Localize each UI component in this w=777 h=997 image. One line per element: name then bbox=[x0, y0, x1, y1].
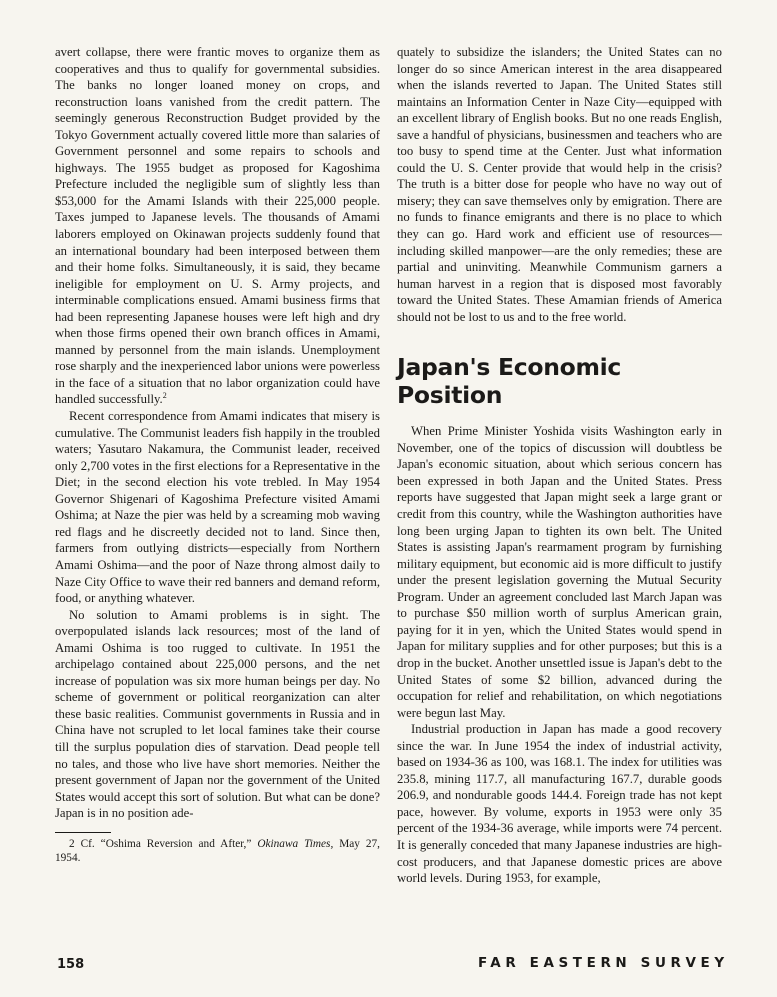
footnote-reference: 2 bbox=[162, 391, 167, 401]
left-column bbox=[55, 44, 380, 866]
body-paragraph: When Prime Minister Yoshida visits Washington early in November, one of the topics of discussion will doubtless be Japan's economic situation, about which serious concern has been expressed in both Japan and the United States. Press reports have suggested that Japan might seek a large grant or credit from this country, while the Washington authorities have long been urging Japan to tighten its own belt. The United States is assisting Japan's rearmament program by furnishing military equipment, but economic aid is more difficult to justify under the present legislation governing the Mutual Security Program. Under an agreement concluded last March Japan was to purchase $50 million worth of surplus American grain, paying for it in yen, which the United States would spend in Japan for military supplies and for other purposes; but this is a drop in the bucket. Another unsettled issue is Japan's debt to the United States of some $2 billion, advanced during the occupation for relief and rehabilitation, on which negotiations were begun last May. bbox=[397, 424, 722, 720]
footnote-source: Okinawa Times, bbox=[257, 837, 334, 850]
section-heading: Japan's Economic Position bbox=[397, 353, 622, 410]
paragraph-text: avert collapse, there were frantic moves to organize them as cooperatives and thus to qualify for governmental subsidies. The banks no longer loaned money on crops, and reconstruction loans vanished from the credit pattern. The seemingly generous Reconstruction Budget provided by the Tokyo Government actually covered little more than salaries of Government personnel and some repairs to schools and highways. The 1955 budget as proposed for Kagoshima Prefecture included the negligible sum of slightly less than $53,000 for the Amami Islands with their 225,000 people. Taxes jumped to Japanese levels. The thousands of Amami laborers employed on Okinawan projects suddenly found that an international boundary had been interposed between them and their home folks. Simultaneously, it is said, they became ineligible for employment on U. S. Army projects, and interminable complications ensued. Amami business firms that had been representing Japanese houses were left high and dry when those firms opened their own branch offices in Amami, manned by personnel from the main islands. Unemployment rose sharply and the inexperienced labor unions were powerless in the face of a situation that no labor organization could have handled successfully. bbox=[55, 45, 380, 407]
footnote-number: 2 bbox=[69, 837, 75, 850]
footnote-text: Cf. “Oshima Reversion and After,” bbox=[80, 837, 252, 850]
right-column bbox=[397, 44, 722, 887]
footnote-divider bbox=[55, 832, 111, 833]
footnote-date: May 27, 1954. bbox=[55, 837, 381, 865]
footnote bbox=[55, 837, 380, 866]
body-paragraph: Recent correspondence from Amami indicates that misery is cumulative. The Communist leaders fish happily in the troubled waters; Yasutaro Nakamura, the Communist leader, received only 2,700 votes in the first elections for a Representative in the Diet; in the second election his vote trebled. In May 1954 Governor Shigenari of Kagoshima Prefecture visited Amami Oshima; at Naze the pier was held by a screaming mob waving red flags and he discreetly decided not to land. Since then, farmers from outlying districts—especially from Northern Amami Oshima—and the poor of Naze throng almost daily to Naze City Office to wave their red banners and demand reform, food, or anything whatever. bbox=[55, 409, 380, 606]
journal-name: FAR EASTERN SURVEY bbox=[478, 955, 729, 971]
page-number: 158 bbox=[57, 957, 85, 972]
body-paragraph bbox=[55, 44, 380, 408]
body-paragraph: No solution to Amami problems is in sight. The overpopulated islands lack resources; most of the land of Amami Oshima is too rugged to cultivate. In 1951 the archipelago contained about 225,000 persons, and the net increase of population was six more human beings per day. No scheme of government or political reorganization can alter these basic realities. Communist governments in Russia and in China have not scrupled to let local famines take their course till the surplus population dies of starvation. Dead people tell no tales, and those who live have short memories. Neither the present government of Japan nor the government of the United States would accept this sort of solution. But what can be done? Japan is in no position ade- bbox=[55, 607, 380, 821]
body-paragraph: Industrial production in Japan has made a good recovery since the war. In June 1954 the index of industrial activity, based on 1934-36 as 100, was 168.1. The index for utilities was 235.8, mining 117.7, all manufacturing 167.7, durable goods 206.9, and nondurable goods 144.4. Foreign trade has not kept pace, however. By volume, exports in 1953 were only 35 percent of the 1934-36 average, while imports were 74 percent. It is generally conceded that many Japanese industries are high-cost producers, and that Japanese domestic prices are above world levels. During 1953, for example, bbox=[397, 722, 722, 886]
body-paragraph: quately to subsidize the islanders; the United States can no longer do so since American interest in the area disappeared when the islands reverted to Japan. The United States still maintains an Information Center in Naze City—equipped with an excellent library of English books. But no one reads English, save a handful of physicians, businessmen and teachers who are too busy to spend time at the Center. Just what information could the U. S. Center provide that would help in the crisis? The truth is a bitter dose for people who have no way out of misery; they can save themselves only by emigration. There are no funds to finance emigrants and there is no place to which they can go. Hard work and efficient use of resources—including skilled manpower—are the only remedies; these are partial and uninviting. Meanwhile Communism garners a human harvest in a region that is disposed most favorably toward the United States. These Amamian friends of America should not be lost to us and to the free world. bbox=[397, 45, 722, 324]
